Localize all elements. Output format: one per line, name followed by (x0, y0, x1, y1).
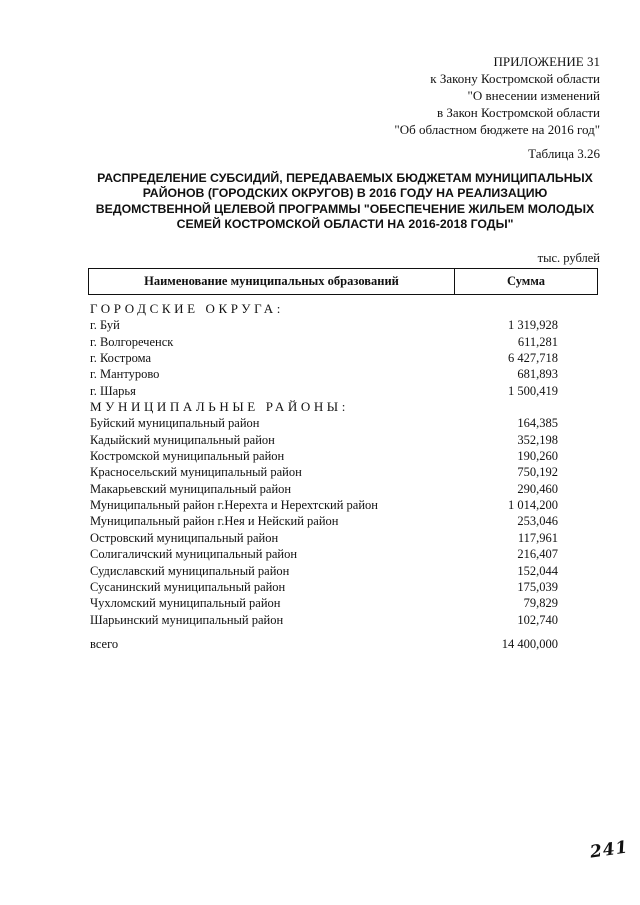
table-row (90, 563, 600, 579)
row-name: Буйский муниципальный район (90, 416, 260, 431)
table-row (90, 350, 600, 366)
row-name: г. Кострома (90, 351, 152, 366)
row-value: 164,385 (517, 416, 558, 431)
table-row (90, 579, 600, 595)
section-heading: МУНИЦИПАЛЬНЫЕ РАЙОНЫ: (90, 399, 349, 415)
row-value: 190,260 (517, 449, 558, 464)
table-row (90, 546, 600, 562)
title-line: ВЕДОМСТВЕННОЙ ЦЕЛЕВОЙ ПРОГРАММЫ "ОБЕСПЕЧЕНИЕ ЖИЛЬЕМ МОЛОДЫХ (95, 201, 595, 216)
table-row (90, 530, 600, 546)
table-header (88, 268, 598, 295)
row-value: 1 319,928 (508, 318, 558, 333)
appendix-amend: "О внесении изменений (467, 88, 600, 103)
row-name: Костромской муниципальный район (90, 449, 285, 464)
row-name: Муниципальный район г.Нерехта и Нерехтский район (90, 498, 378, 513)
document-title (80, 171, 610, 232)
table-body (90, 301, 600, 628)
row-value: 611,281 (517, 334, 558, 349)
appendix-budget: "Об областном бюджете на 2016 год" (394, 122, 600, 137)
row-value: 253,046 (517, 514, 558, 529)
title-line: РАСПРЕДЕЛЕНИЕ СУБСИДИЙ, ПЕРЕДАВАЕМЫХ БЮДЖЕТАМ МУНИЦИПАЛЬНЫХ (97, 171, 593, 185)
row-value: 175,039 (517, 579, 558, 594)
row-name: Красносельский муниципальный район (90, 465, 302, 480)
row-name: г. Шарья (90, 383, 136, 398)
row-name: Островский муниципальный район (90, 530, 279, 545)
table-row (90, 317, 600, 333)
appendix-law-ref: в Закон Костромской области (436, 105, 600, 120)
row-name: Шарьинский муниципальный район (90, 612, 284, 627)
total-row (90, 636, 600, 652)
row-value: 750,192 (517, 465, 558, 480)
table-row (90, 415, 600, 431)
table-row (90, 513, 600, 529)
table-row (90, 464, 600, 480)
table-row (90, 497, 600, 513)
total-value: 14 400,000 (501, 637, 558, 651)
table-row (90, 481, 600, 497)
row-value: 102,740 (517, 612, 558, 627)
title-line: СЕМЕЙ КОСТРОМСКОЙ ОБЛАСТИ НА 2016-2018 ГОДЫ" (176, 216, 514, 231)
row-name: Муниципальный район г.Нея и Нейский район (90, 514, 339, 529)
row-name: г. Волгореченск (90, 334, 174, 349)
appendix-law: к Закону Костромской области (430, 71, 600, 86)
section-heading: ГОРОДСКИЕ ОКРУГА: (90, 301, 284, 316)
row-name: Макарьевский муниципальный район (90, 481, 292, 496)
row-value: 216,407 (517, 547, 558, 562)
row-value: 1 014,200 (508, 498, 558, 513)
row-value: 290,460 (517, 481, 558, 496)
title-line: РАЙОНОВ (ГОРОДСКИХ ОКРУГОВ) В 2016 ГОДУ НА РЕАЛИЗАЦИЮ (142, 186, 548, 201)
row-name: г. Буй (90, 318, 120, 333)
table-row (90, 595, 600, 611)
row-value: 1 500,419 (508, 383, 558, 398)
column-header-name: Наименование муниципальных образований (89, 269, 455, 294)
row-name: Сусанинский муниципальный район (90, 579, 286, 594)
row-name: Чухломский муниципальный район (90, 596, 281, 611)
row-name: Судиславский муниципальный район (90, 563, 290, 578)
row-value: 352,198 (517, 432, 558, 447)
handwritten-page-number: 241 (588, 837, 630, 863)
row-value: 152,044 (517, 563, 558, 578)
units-label: тыс. рублей (537, 251, 600, 265)
appendix-number: ПРИЛОЖЕНИЕ 31 (493, 54, 600, 69)
row-name: г. Мантурово (90, 367, 160, 382)
row-value: 117,961 (517, 530, 558, 545)
row-value: 79,829 (523, 596, 558, 611)
table-row (90, 383, 600, 399)
row-name: Солигаличский муниципальный район (90, 547, 298, 562)
table-row (90, 432, 600, 448)
table-row (90, 612, 600, 628)
row-value: 6 427,718 (508, 351, 558, 366)
column-header-sum: Сумма (507, 274, 545, 288)
row-name: Кадыйский муниципальный район (90, 432, 275, 447)
row-value: 681,893 (517, 367, 558, 382)
table-number: Таблица 3.26 (528, 146, 600, 161)
total-label: всего (90, 637, 119, 651)
table-row (90, 366, 600, 382)
table-row (90, 448, 600, 464)
table-row (90, 334, 600, 350)
